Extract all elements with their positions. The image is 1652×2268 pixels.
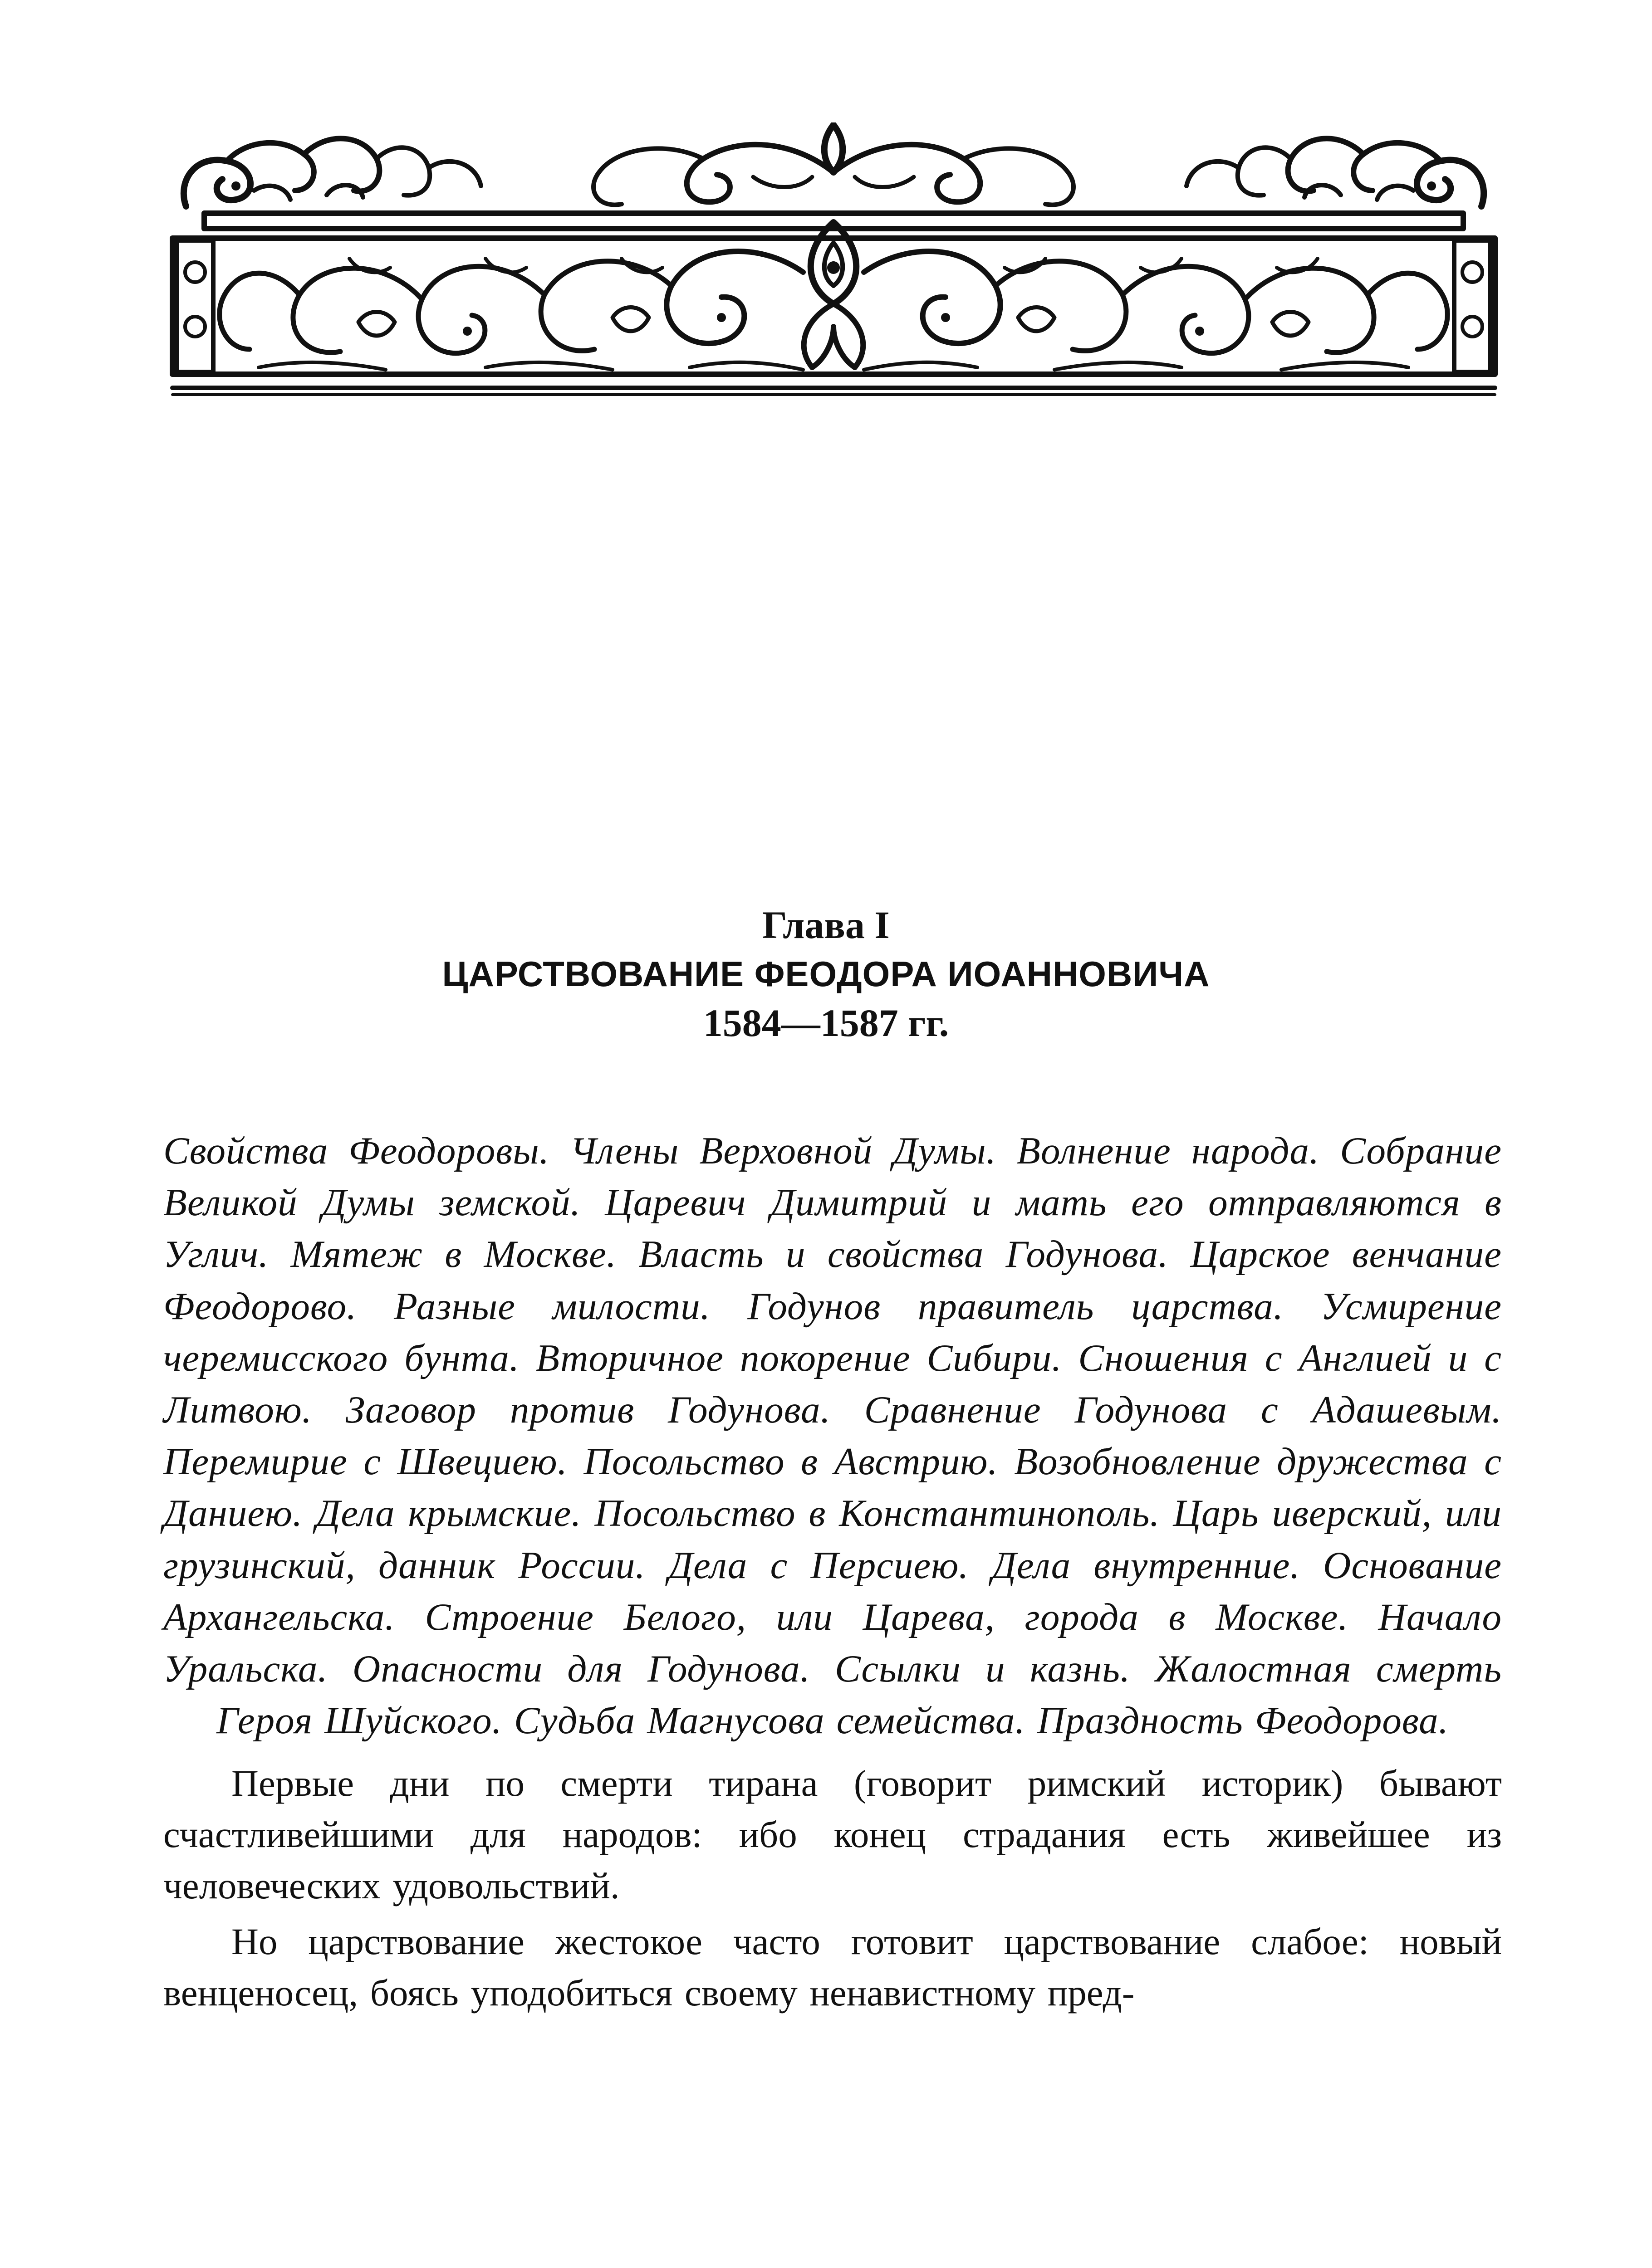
chapter-years: 1584—1587 гг. xyxy=(703,1001,949,1045)
chapter-label: Глава I xyxy=(762,903,890,947)
floral-headpiece-ornament-icon xyxy=(168,122,1500,399)
paragraph: Но царствование жестокое часто готовит царствование слабое: новый венценосец, боясь уподобиться своему ненавистному пред- xyxy=(163,1921,1502,2014)
chapter-title: ЦАРСТВОВАНИЕ ФЕОДОРА ИОАННОВИЧА xyxy=(442,954,1210,994)
paragraph: Первые дни по смерти тирана (говорит римский историк) бывают счастливейшими для народов: ибо конец страдания есть живейшее из человеческих удовольствий. xyxy=(163,1762,1502,1906)
chapter-heading xyxy=(0,900,1652,1047)
chapter-summary: Свойства Феодоровы. Члены Верховной Думы. Волнение народа. Собрание Великой Думы земской. Царевич Димитрий и мать его отправляются в Углич. Мятеж в Москве. Власть и свойства Годунова. Царское венчание Феодорово. Разные милости. Годунов правитель царства. Усмирение черемисского бунта. Вторичное покорение Сибири. Сношения с Англией и с Литвою. Заговор против Годунова. Сравнение Годунова с Адашевым. Перемирие с Швециею. Посольство в Австрию. Возобновление дружества с Даниею. Дела крымские. Посольство в Константинополь. Царь иверский, или грузинский, данник России. Дела с Персиею. Дела внутренние. Основание Архангельска. Строение Белого, или Царева, города в Москве. Начало Уральска. Опасности для Годунова. Ссылки и казнь. Жалостная смерть Героя Шуйского. Судьба Магнусова семейства. Праздность Феодорова. xyxy=(163,1129,1502,1742)
body-text xyxy=(163,1758,1502,2019)
